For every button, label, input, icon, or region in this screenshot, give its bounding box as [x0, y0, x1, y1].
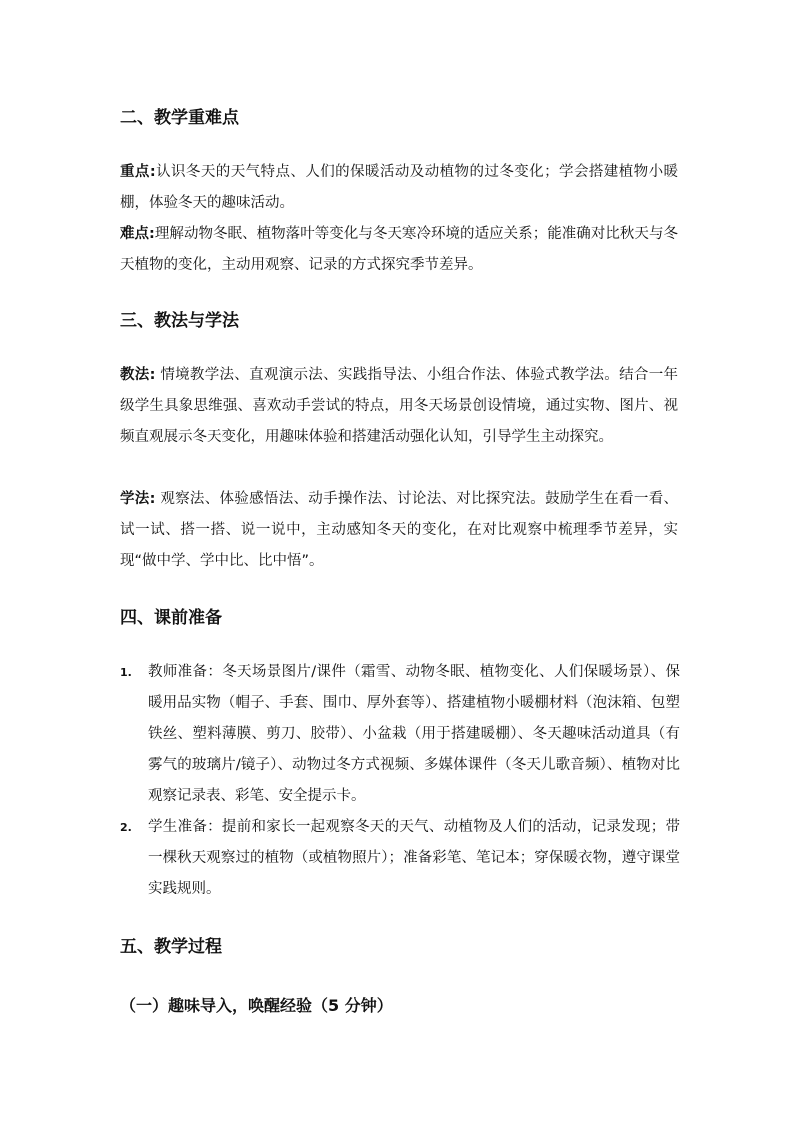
list-item-text: 教师准备：冬天场景图片/课件（霜雪、动物冬眠、植物变化、人们保暖场景）、保暖用品实物（帽子、手套、围巾、厚外套等）、搭建植物小暖棚材料（泡沫箱、包塑铁丝、塑料薄膜、剪刀、胶带）、小盆栽（用于搭建暖棚）、冬天趣味活动道具（有雾气的玻璃片/镜子）、动物过冬方式视频、多媒体课件（冬天儿歌音频）、植物对比观察记录表、彩笔、安全提示卡。 — [148, 664, 680, 804]
list-item-number: 1. — [120, 666, 132, 679]
teaching-method-label: 教法: — [120, 367, 156, 383]
preparation-list — [120, 657, 680, 905]
section-heading-process: 五、教学过程 — [120, 937, 222, 957]
section-heading-preparation: 四、课前准备 — [120, 608, 222, 628]
section-heading-difficulty: 二、教学重难点 — [120, 108, 239, 128]
section-heading-methods: 三、教法与学法 — [120, 311, 239, 331]
teaching-method-paragraph — [120, 360, 678, 453]
difficult-point-label: 难点: — [120, 226, 155, 242]
teaching-method-text: 情境教学法、直观演示法、实践指导法、小组合作法、体验式教学法。结合一年级学生具象思维强、喜欢动手尝试的特点，用冬天场景创设情境，通过实物、图片、视频直观展示冬天变化，用趣味体验和搭建活动强化认知，引导学生主动探究。 — [120, 367, 678, 445]
learning-method-text: 观察法、体验感悟法、动手操作法、讨论法、对比探究法。鼓励学生在看一看、试一试、搭一搭、说一说中，主动感知冬天的变化，在对比观察中梳理季节差异，实现“做中学、学中比、比中悟”。 — [120, 491, 678, 569]
key-point-label: 重点: — [120, 164, 156, 180]
list-item — [120, 812, 680, 905]
list-item-number: 2. — [120, 821, 132, 834]
subsection-heading-intro: （一）趣味导入，唤醒经验（5 分钟） — [120, 996, 393, 1015]
learning-method-label: 学法: — [120, 491, 156, 507]
difficult-point-text: 理解动物冬眠、植物落叶等变化与冬天寒冷环境的适应关系；能准确对比秋天与冬天植物的变化，主动用观察、记录的方式探究季节差异。 — [120, 226, 678, 273]
list-item — [120, 657, 680, 812]
difficult-point-paragraph — [120, 219, 678, 281]
list-item-text: 学生准备：提前和家长一起观察冬天的天气、动植物及人们的活动，记录发现；带一棵秋天观察过的植物（或植物照片）；准备彩笔、笔记本；穿保暖衣物，遵守课堂实践规则。 — [148, 819, 680, 897]
learning-method-paragraph — [120, 484, 678, 577]
key-point-text: 认识冬天的天气特点、人们的保暖活动及动植物的过冬变化；学会搭建植物小暖棚，体验冬天的趣味活动。 — [120, 164, 678, 211]
key-point-paragraph — [120, 157, 678, 219]
